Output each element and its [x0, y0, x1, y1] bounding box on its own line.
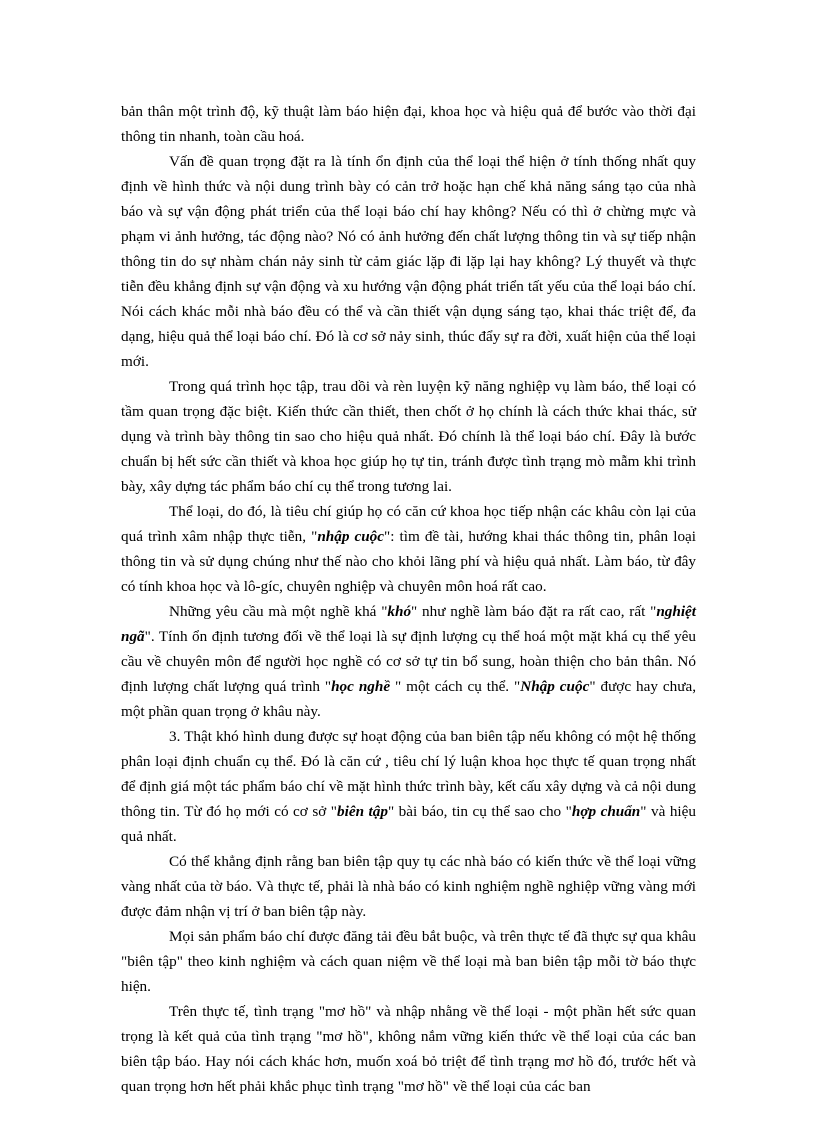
- body-text: Mọi sản phẩm báo chí được đăng tải đều bắt buộc, và trên thực tế đã thực sự qua khâu "biên tập" theo kinh nghiệm và cách quan niệm về thể loại mà ban biên tập mỗi tờ báo thực hiện.: [121, 928, 696, 995]
- body-text: Trên thực tế, tình trạng "mơ hồ" và nhập nhằng về thể loại - một phần hết sức quan trọng là kết quả của tình trạng "mơ hồ", không nắm vững kiến thức về thể loại của các ban biên tập báo. Hay nói cách khác hơn, muốn xoá bỏ triệt để tình trạng mơ hồ đó, trước hết và quan trọng hơn hết phải khắc phục tình trạng "mơ hồ" về thể loại của các ban: [121, 1003, 696, 1095]
- paragraph: [121, 374, 696, 499]
- body-text: Vấn đề quan trọng đặt ra là tính ổn định của thể loại thể hiện ở tính thống nhất quy định về hình thức và nội dung trình bày có cản trở hoặc hạn chế khả năng sáng tạo của nhà báo và sự vận động phát triển của thể loại báo chí hay không? Nếu có thì ở chừng mực và phạm vi ảnh hưởng, tác động nào? Nó có ảnh hưởng đến chất lượng thông tin và sự tiếp nhận thông tin do sự nhàm chán nảy sinh từ cảm giác lặp đi lặp lại hay không? Lý thuyết và thực tiễn đều khẳng định sự vận động và xu hướng vận động phát triển tất yếu của thể loại báo chí. Nói cách khác mỗi nhà báo đều có thể và cần thiết vận dụng sáng tạo, khai thác triệt để, đa dạng, hiệu quả thể loại báo chí. Đó là cơ sở nảy sinh, thúc đẩy sự ra đời, xuất hiện của thể loại mới.: [121, 153, 696, 370]
- body-text: " được hay chưa, một phần quan trọng ở khâu này.: [121, 678, 696, 720]
- emphasis-text: nghiệt ngã: [121, 603, 696, 645]
- emphasis-text: biên tập: [337, 803, 388, 820]
- paragraph: [121, 724, 696, 849]
- paragraph: [121, 924, 696, 999]
- body-text: " bài báo, tin cụ thể sao cho ": [387, 803, 572, 820]
- paragraph: [121, 99, 696, 149]
- paragraph: [121, 499, 696, 599]
- paragraph: [121, 849, 696, 924]
- body-text: Những yêu cầu mà một nghề khá ": [169, 603, 388, 620]
- body-text: Thể loại, do đó, là tiêu chí giúp họ có căn cứ khoa học tiếp nhận các khâu còn lại của quá trình xâm nhập thực tiễn, ": [121, 503, 696, 545]
- body-text: Trong quá trình học tập, trau dồi và rèn luyện kỹ năng nghiệp vụ làm báo, thể loại có tầm quan trọng đặc biệt. Kiến thức cần thiết, then chốt ở họ chính là cách thức khai thác, sử dụng và trình bày thông tin sao cho hiệu quả nhất. Đó chính là thể loại báo chí. Đây là bước chuẩn bị hết sức cần thiết và khoa học giúp họ tự tin, tránh được tình trạng mò mẫm khi trình bày, xây dựng tác phẩm báo chí cụ thể trong tương lai.: [121, 378, 696, 495]
- body-text: Có thể khẳng định rằng ban biên tập quy tụ các nhà báo có kiến thức về thể loại vững vàng nhất của tờ báo. Và thực tế, phải là nhà báo có kinh nghiệm nghề nghiệp vững vàng mới được đảm nhận vị trí ở ban biên tập này.: [121, 853, 696, 920]
- emphasis-text: Nhập cuộc: [520, 678, 590, 695]
- document-page: [121, 99, 696, 1099]
- paragraph: [121, 599, 696, 724]
- body-text: ": tìm đề tài, hướng khai thác thông tin, phân loại thông tin và sử dụng chúng như thế nào cho khỏi lãng phí và hiệu quả nhất. Làm báo, từ đây có tính khoa học và lô-gíc, chuyên nghiệp và chuyên môn hoá rất cao.: [121, 528, 696, 595]
- emphasis-text: học nghề: [331, 678, 391, 695]
- paragraph: [121, 999, 696, 1099]
- body-text: " như nghề làm báo đặt ra rất cao, rất ": [411, 603, 657, 620]
- body-text: " và hiệu quả nhất.: [121, 803, 696, 845]
- body-text: 3. Thật khó hình dung được sự hoạt động của ban biên tập nếu không có một hệ thống phân loại định chuẩn cụ thể. Đó là căn cứ , tiêu chí lý luận khoa học thực tế quan trọng nhất để định giá một tác phẩm báo chí về mặt hình thức trình bày, kết cấu xây dựng và cả nội dung thông tin. Từ đó họ mới có cơ sở ": [121, 728, 696, 820]
- emphasis-text: khó: [387, 603, 412, 620]
- body-text: ". Tính ổn định tương đối về thể loại là sự định lượng cụ thể hoá một mặt khá cụ thể yêu cầu về chuyên môn để người học nghề có cơ sở tự tin bổ sung, hoàn thiện cho bản thân. Nó định lượng chất lượng quá trình ": [121, 628, 696, 695]
- emphasis-text: hợp chuẩn: [571, 803, 641, 820]
- body-text: bản thân một trình độ, kỹ thuật làm báo hiện đại, khoa học và hiệu quả để bước vào thời đại thông tin nhanh, toàn cầu hoá.: [121, 103, 696, 145]
- emphasis-text: nhập cuộc: [317, 528, 385, 545]
- body-text: " một cách cụ thể. ": [390, 678, 521, 695]
- paragraph: [121, 149, 696, 374]
